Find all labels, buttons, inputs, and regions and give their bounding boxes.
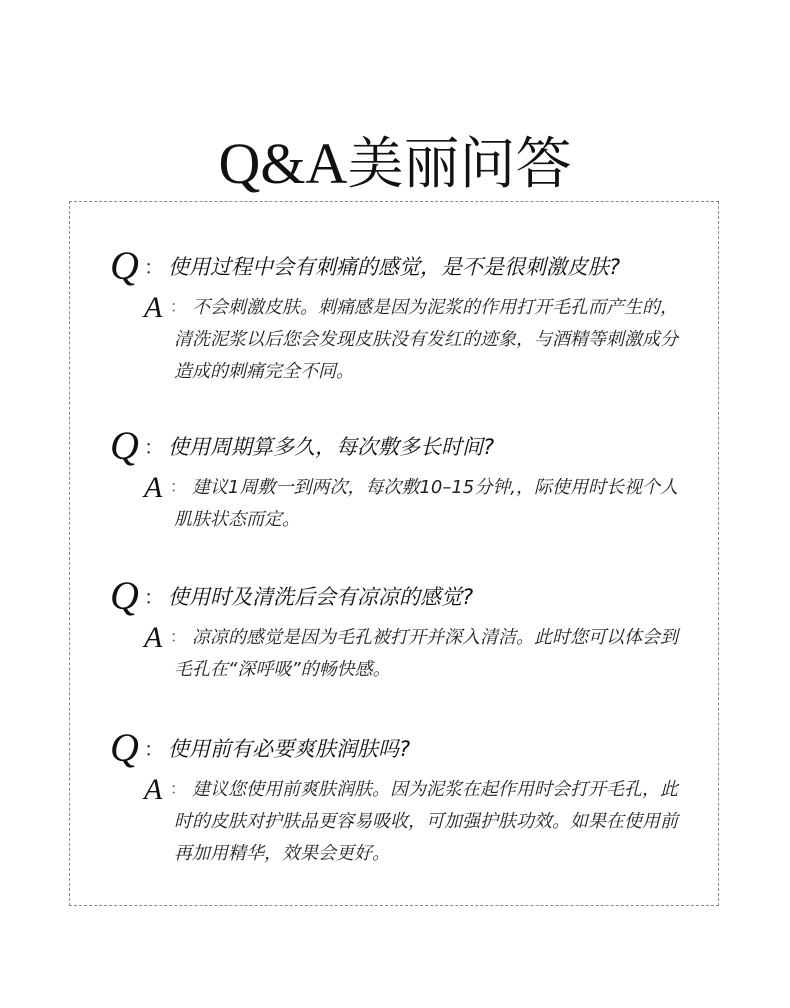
answer-colon: ： [170, 627, 187, 646]
question-mark-letter: Q [110, 243, 139, 288]
answer-colon: ： [170, 779, 187, 798]
answer-mark-letter: A [144, 291, 163, 324]
question-text: 使用时及清洗后会有凉凉的感觉? [168, 585, 474, 609]
page-title [0, 126, 790, 203]
answer-colon: ： [170, 477, 187, 496]
question-text: 使用过程中会有刺痛的感觉，是不是很刺激皮肤? [168, 255, 621, 279]
answer-colon: ： [170, 297, 187, 316]
answer-text: 凉凉的感觉是因为毛孔被打开并深入清洁。此时您可以体会到毛孔在“深呼吸”的畅快感。 [174, 627, 678, 680]
answer-text: 建议您使用前爽肤润肤。因为泥浆在起作用时会打开毛孔，此时的皮肤对护肤品更容易吸收，可加强护肤功效。如果在使用前再加用精华，效果会更好。 [174, 779, 678, 864]
answer-text: 建议1周敷一到两次，每次敷10–15分钟,，际使用时长视个人肌肤状态而定。 [174, 477, 678, 530]
question-text: 使用周期算多久，每次敷多长时间? [168, 435, 495, 459]
answer-mark-letter: A [144, 471, 163, 504]
question-colon: ： [144, 585, 164, 609]
question-colon: ： [144, 435, 164, 459]
question-colon: ： [144, 255, 164, 279]
page-title-latin: Q&A [218, 130, 348, 196]
question-mark-letter: Q [110, 573, 139, 618]
question-text: 使用前有必要爽肤润肤吗? [168, 737, 411, 761]
answer-mark-letter: A [144, 621, 163, 654]
question-colon: ： [144, 737, 164, 761]
answer-mark-letter: A [144, 773, 163, 806]
answer-text: 不会刺激皮肤。刺痛感是因为泥浆的作用打开毛孔而产生的，清洗泥浆以后您会发现皮肤没有发红的迹象，与酒精等刺激成分造成的刺痛完全不同。 [174, 297, 678, 382]
qa-panel [69, 201, 719, 906]
page-title-cjk: 美丽问答 [347, 131, 572, 197]
question-mark-letter: Q [110, 725, 139, 770]
question-mark-letter: Q [110, 423, 139, 468]
